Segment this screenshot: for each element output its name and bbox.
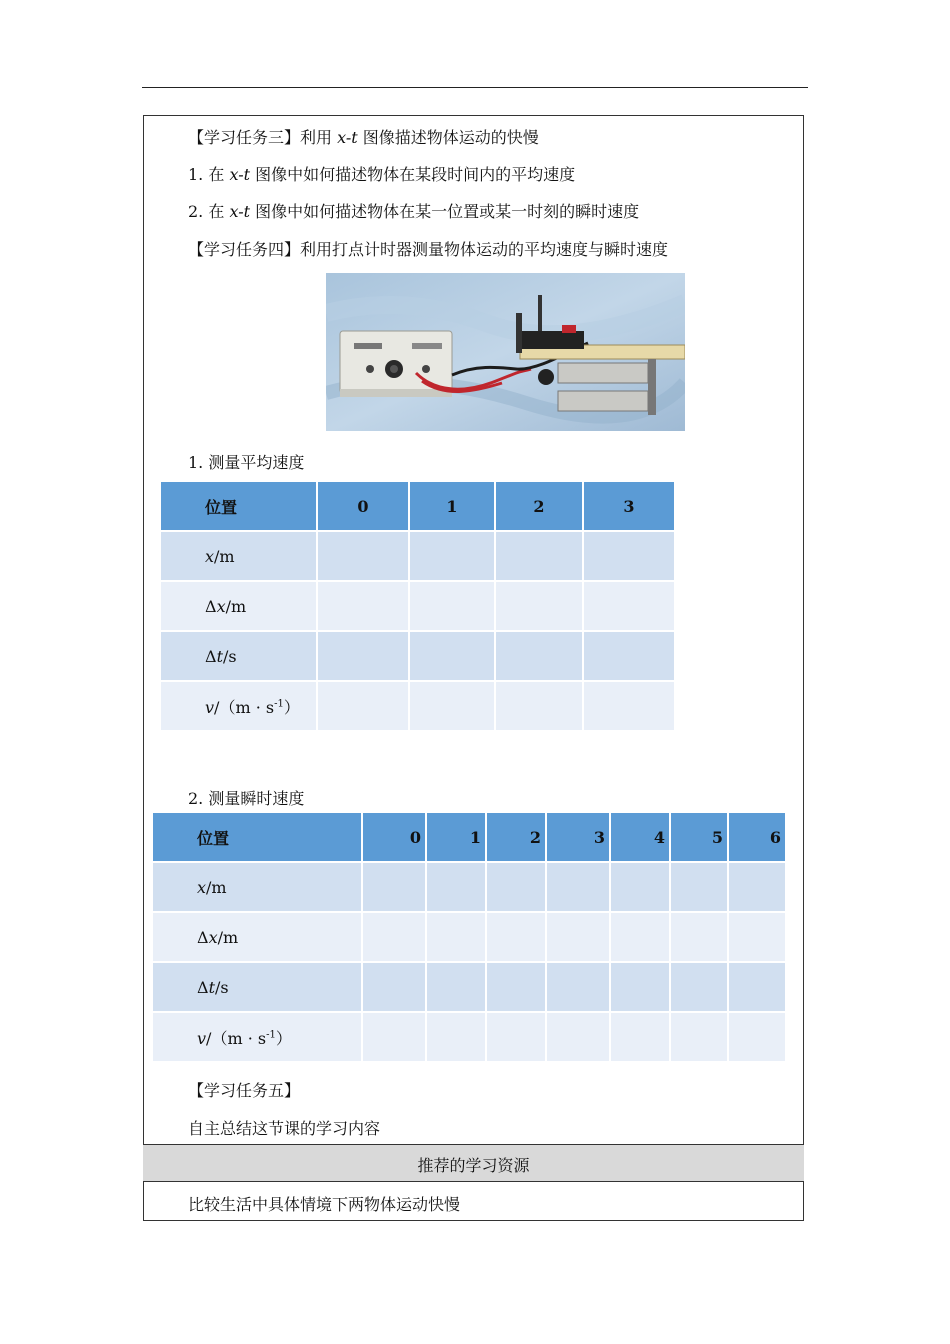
table-cell[interactable]: [410, 682, 494, 730]
header-position-3: 3: [584, 482, 674, 530]
table-cell[interactable]: [487, 863, 545, 911]
task3-question-1: 1. 在 x-t 图像中如何描述物体在某段时间内的平均速度: [188, 165, 576, 184]
header-position-1: 1: [427, 813, 485, 861]
table-cell[interactable]: [427, 963, 485, 1011]
ticker-timer-photo: [326, 273, 685, 431]
table-cell[interactable]: [584, 582, 674, 630]
table-row: [153, 1013, 785, 1061]
header-position-cell: 位置: [153, 813, 361, 861]
table-cell[interactable]: [410, 532, 494, 580]
page-header-rule: [142, 87, 808, 88]
table-cell[interactable]: [547, 863, 609, 911]
header-position-cell: 位置: [161, 482, 316, 530]
table-row: [153, 963, 785, 1011]
table-cell[interactable]: [410, 632, 494, 680]
table-cell[interactable]: [496, 532, 582, 580]
task3-question-2: 2. 在 x-t 图像中如何描述物体在某一位置或某一时刻的瞬时速度: [188, 202, 640, 221]
table-row: [153, 863, 785, 911]
row-label-x: x/m: [153, 863, 361, 911]
table-cell[interactable]: [611, 1013, 669, 1061]
table-cell[interactable]: [427, 913, 485, 961]
ticker-timer-illustration: [326, 273, 685, 431]
table-cell[interactable]: [496, 582, 582, 630]
table-cell[interactable]: [487, 913, 545, 961]
resources-header-bar: [143, 1144, 804, 1182]
table-cell[interactable]: [611, 913, 669, 961]
table-cell[interactable]: [729, 913, 785, 961]
table-cell[interactable]: [671, 913, 727, 961]
table-header-row: [161, 482, 674, 530]
table-cell[interactable]: [671, 1013, 727, 1061]
task3-title: 【学习任务三】利用 x-t 图像描述物体运动的快慢: [188, 128, 539, 147]
table-cell[interactable]: [427, 1013, 485, 1061]
table-cell[interactable]: [611, 863, 669, 911]
header-position-3: 3: [547, 813, 609, 861]
table-cell[interactable]: [363, 913, 425, 961]
table-cell[interactable]: [547, 963, 609, 1011]
resource-item: 比较生活中具体情境下两物体运动快慢: [188, 1195, 461, 1214]
row-label-v: $v/(m \cdot s^{-1})$: [153, 1013, 361, 1061]
header-position-0: 0: [318, 482, 408, 530]
table-cell[interactable]: [729, 963, 785, 1011]
table-cell[interactable]: [496, 632, 582, 680]
resources-header: 推荐的学习资源: [417, 1156, 530, 1175]
table-row: [161, 632, 674, 680]
table-cell[interactable]: [410, 582, 494, 630]
table-cell[interactable]: [611, 963, 669, 1011]
header-position-2: 2: [496, 482, 582, 530]
table-row: [153, 913, 785, 961]
table-cell[interactable]: [671, 863, 727, 911]
table-cell[interactable]: [363, 1013, 425, 1061]
row-label-dx: Δx/m: [153, 913, 361, 961]
measure-instant-heading: 2. 测量瞬时速度: [188, 789, 305, 808]
table-header-row: [153, 813, 785, 861]
row-label-x: x/m: [161, 532, 316, 580]
table-cell[interactable]: [584, 632, 674, 680]
table-cell[interactable]: [584, 682, 674, 730]
table-row: [161, 532, 674, 580]
row-label-v: $v/(m \cdot s^{-1})$: [161, 682, 316, 730]
header-position-1: 1: [410, 482, 494, 530]
average-velocity-table: [159, 480, 676, 732]
header-position-0: 0: [363, 813, 425, 861]
table-cell[interactable]: [318, 582, 408, 630]
table-row: [161, 582, 674, 630]
table-cell[interactable]: [363, 963, 425, 1011]
table-cell[interactable]: [671, 963, 727, 1011]
table-cell[interactable]: [729, 1013, 785, 1061]
table-cell[interactable]: [547, 913, 609, 961]
table-cell[interactable]: [729, 863, 785, 911]
table-cell[interactable]: [584, 532, 674, 580]
table-cell[interactable]: [318, 682, 408, 730]
table-cell[interactable]: [318, 632, 408, 680]
task5-text: 自主总结这节课的学习内容: [188, 1119, 381, 1138]
instant-velocity-table: [151, 811, 787, 1063]
table-cell[interactable]: [547, 1013, 609, 1061]
table-row: [161, 682, 674, 730]
header-position-2: 2: [487, 813, 545, 861]
row-label-dt: Δt/s: [153, 963, 361, 1011]
header-position-4: 4: [611, 813, 669, 861]
table-cell[interactable]: [427, 863, 485, 911]
task5-title: 【学习任务五】: [188, 1081, 301, 1100]
measure-average-heading: 1. 测量平均速度: [188, 453, 305, 472]
table-cell[interactable]: [318, 532, 408, 580]
table-cell[interactable]: [487, 963, 545, 1011]
header-position-6: 6: [729, 813, 785, 861]
header-position-5: 5: [671, 813, 727, 861]
table-cell[interactable]: [363, 863, 425, 911]
task4-title: 【学习任务四】利用打点计时器测量物体运动的平均速度与瞬时速度: [188, 240, 669, 259]
table-cell[interactable]: [496, 682, 582, 730]
row-label-dx: Δx/m: [161, 582, 316, 630]
table-cell[interactable]: [487, 1013, 545, 1061]
row-label-dt: Δt/s: [161, 632, 316, 680]
